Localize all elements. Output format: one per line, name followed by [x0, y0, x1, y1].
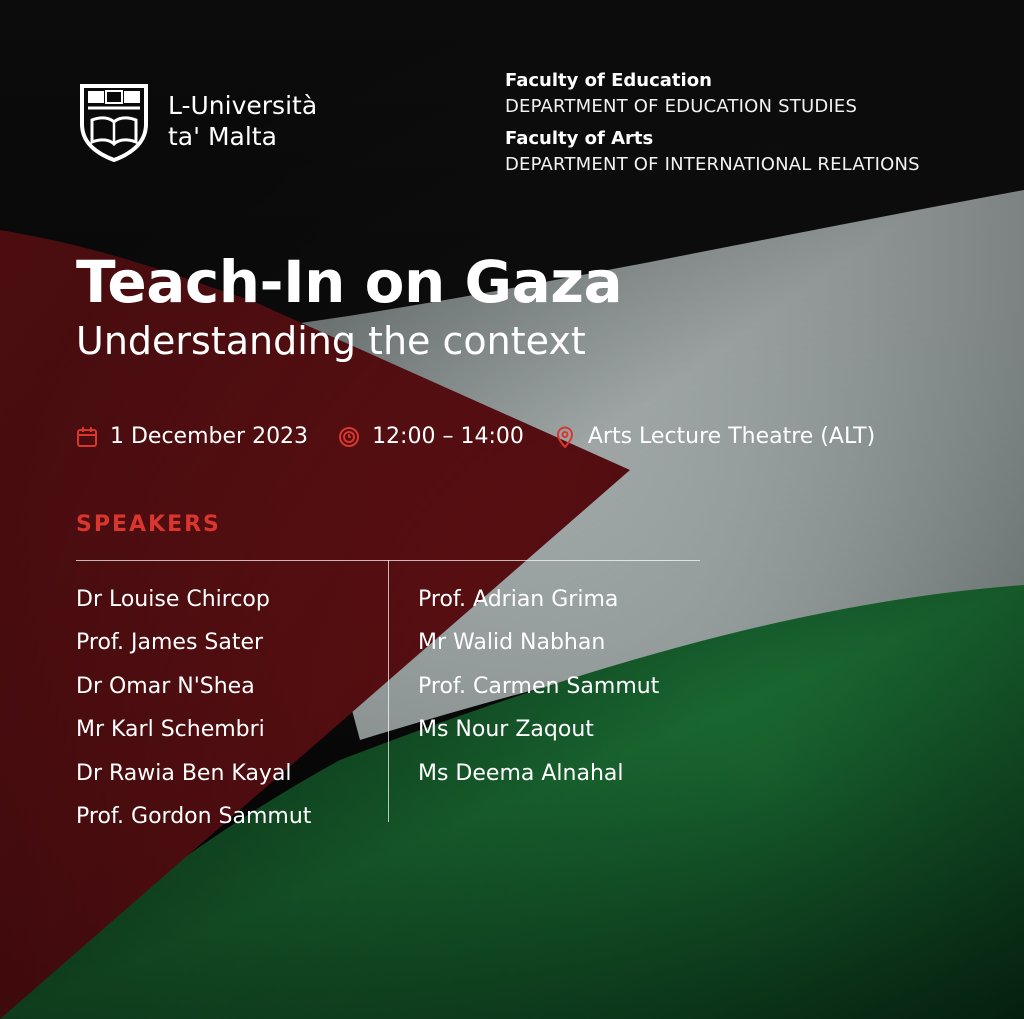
- speakers-heading: SPEAKERS: [76, 512, 221, 537]
- speaker-name: Prof. Carmen Sammut: [418, 673, 660, 699]
- speaker-name: Prof. Gordon Sammut: [76, 804, 312, 830]
- event-subtitle: Understanding the context: [76, 319, 586, 363]
- university-logo: [76, 80, 317, 162]
- speaker-name: Dr Rawia Ben Kayal: [76, 760, 292, 786]
- university-crest-icon: [76, 80, 152, 162]
- department-name: DEPARTMENT OF EDUCATION STUDIES: [505, 96, 858, 117]
- speaker-name: Prof. Adrian Grima: [418, 587, 619, 612]
- location-pin-icon: [554, 426, 576, 448]
- university-name-line2: ta' Malta: [168, 122, 277, 151]
- speaker-name: Mr Karl Schembri: [76, 717, 265, 743]
- speaker-name: Dr Louise Chircop: [76, 587, 270, 612]
- speaker-name: Dr Omar N'Shea: [76, 673, 255, 699]
- event-date-text: 1 December 2023: [110, 424, 309, 449]
- faculty-name: Faculty of Education: [505, 70, 712, 91]
- event-date: [76, 424, 308, 449]
- clock-icon: [338, 426, 360, 448]
- speaker-name: Ms Nour Zaqout: [418, 717, 594, 743]
- speaker-name: Prof. James Sater: [76, 630, 264, 656]
- faculty-list: [505, 68, 920, 184]
- department-name: DEPARTMENT OF INTERNATIONAL RELATIONS: [505, 154, 920, 175]
- university-name: [168, 90, 317, 152]
- speaker-name: Mr Walid Nabhan: [418, 630, 606, 656]
- speaker-name: Ms Deema Alnahal: [418, 760, 624, 786]
- event-title: Teach-In on Gaza: [76, 248, 623, 316]
- event-time: [338, 424, 524, 449]
- speakers-list-left: [76, 578, 311, 838]
- event-time-text: 12:00 – 14:00: [372, 424, 524, 449]
- faculty-name: Faculty of Arts: [505, 128, 654, 149]
- event-details: [76, 424, 905, 449]
- event-location-text: Arts Lecture Theatre (ALT): [587, 424, 876, 449]
- speakers-column-divider: [388, 560, 389, 822]
- university-name-line1: L-Università: [168, 91, 318, 120]
- speakers-list-right: [418, 578, 659, 795]
- event-location: [554, 424, 875, 449]
- calendar-icon: [76, 426, 98, 448]
